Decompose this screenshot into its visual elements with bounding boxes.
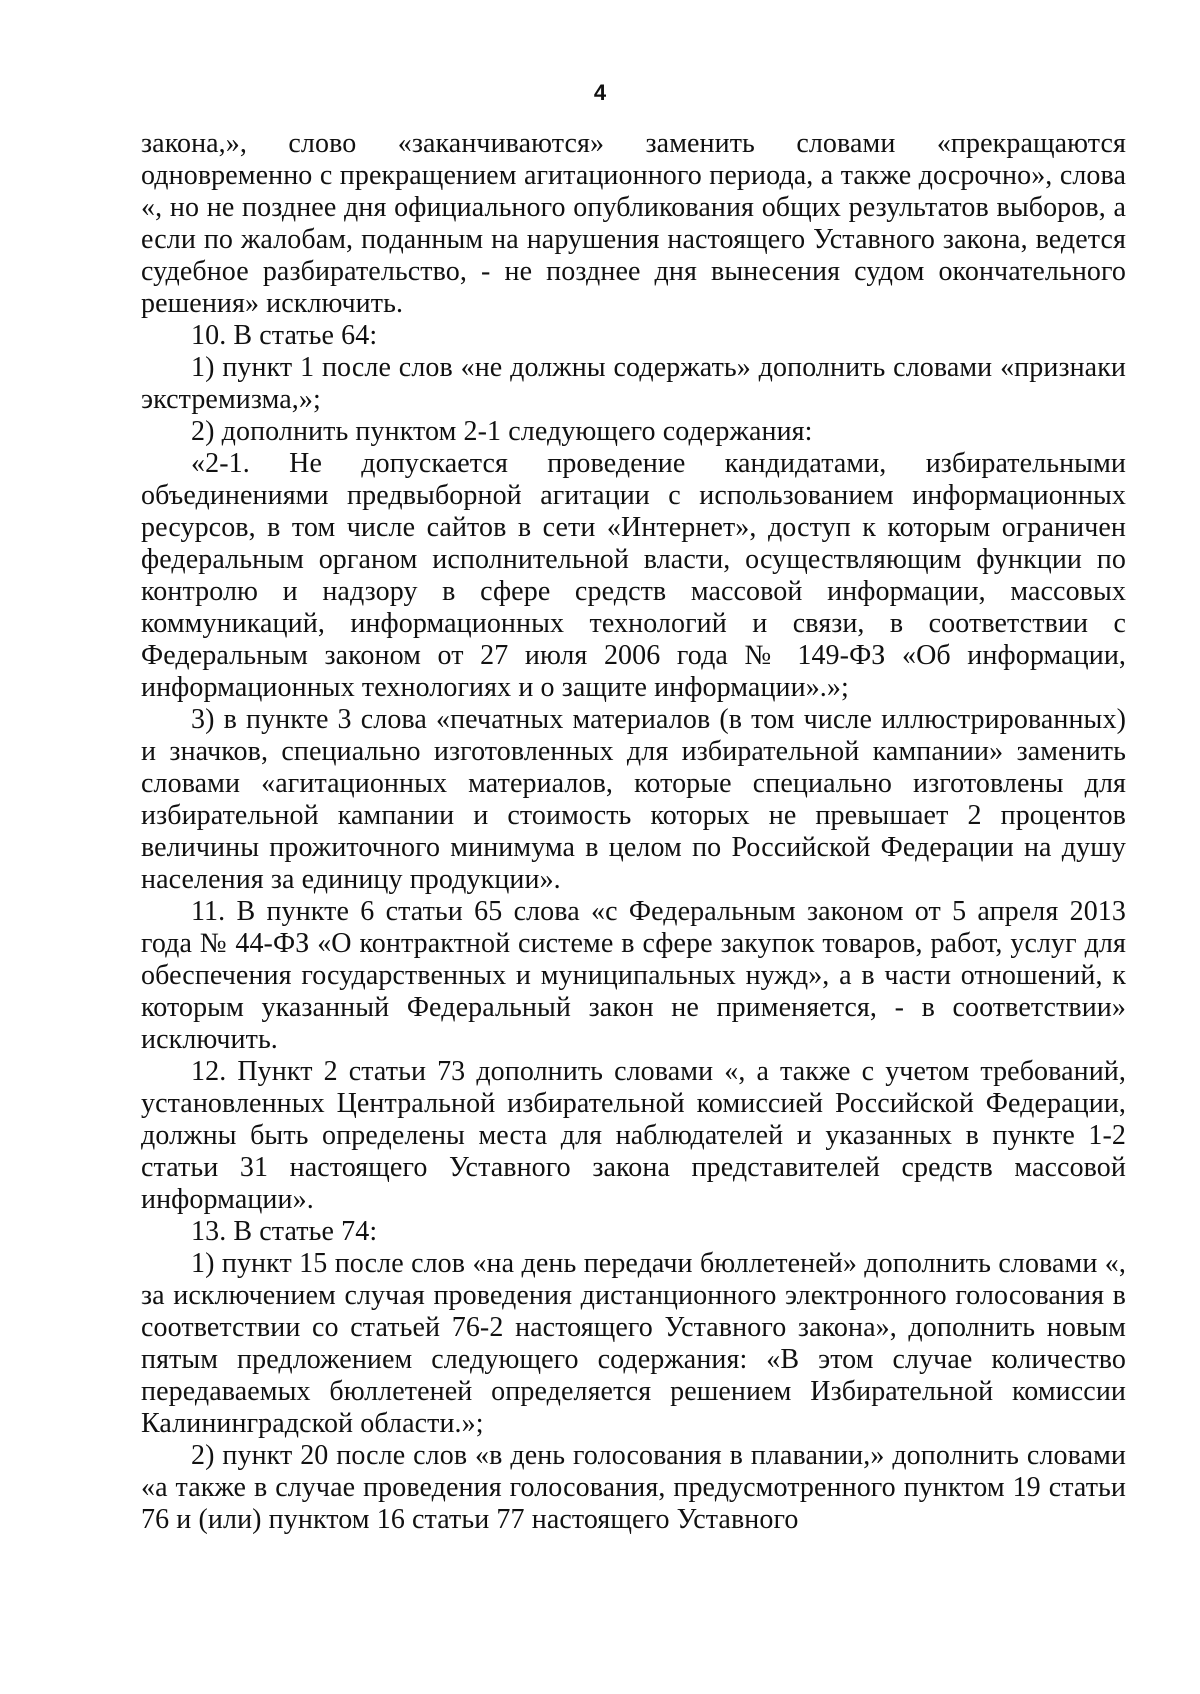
paragraph-item-12: 12. Пункт 2 статьи 73 дополнить словами «, а также с учетом требований, установленных Центральной избирательной комиссией Российской Федерации, должны быть определены места для наблюдателей и указанных в пункте 1-2 статьи 31 настоящего Уставного закона представителей средств массовой информации». — [141, 1056, 1126, 1215]
paragraph-item-13-1: 1) пункт 15 после слов «на день передачи бюллетеней» дополнить словами «, за исключением случая проведения дистанционного электронного голосования в соответствии со статьей 76-2 настоящего Уставного закона», дополнить новым пятым предложением следующего содержания: «В этом случае количество передаваемых бюллетеней определяется решением Избирательной комиссии Калининградской области.»; — [141, 1248, 1126, 1439]
paragraph-item-13-2: 2) пункт 20 после слов «в день голосования в плавании,» дополнить словами «а также в случае проведения голосования, предусмотренного пунктом 19 статьи 76 и (или) пунктом 16 статьи 77 настоящего Уставного — [141, 1440, 1126, 1535]
document-body — [141, 128, 1126, 1536]
paragraph-item-10: 10. В статье 64: — [191, 320, 378, 351]
paragraph-item-11: 11. В пункте 6 статьи 65 слова «с Федеральным законом от 5 апреля 2013 года № 44-ФЗ «О контрактной системе в сфере закупок товаров, работ, услуг для обеспечения государственных и муниципальных нужд», а в части отношений, к которым указанный Федеральный закон не применяется, - в соответствии» исключить. — [141, 896, 1126, 1055]
paragraph-item-10-1: 1) пункт 1 после слов «не должны содержать» дополнить словами «признаки экстремизма,»; — [141, 352, 1126, 415]
paragraph-item-10-3: 3) в пункте 3 слова «печатных материалов (в том числе иллюстрированных) и значков, специально изготовленных для избирательной кампании» заменить словами «агитационных материалов, которые специально изготовлены для избирательной кампании и стоимость которых не превышает 2 процентов величины прожиточного минимума в целом по Российской Федерации на душу населения за единицу продукции». — [141, 704, 1126, 895]
paragraph-item-10-2: 2) дополнить пунктом 2-1 следующего содержания: — [191, 416, 813, 447]
paragraph-item-2-1-text: «2-1. Не допускается проведение кандидатами, избирательными объединениями предвыборной агитации с использованием информационных ресурсов, в том числе сайтов в сети «Интернет», доступ к которым ограничен федеральным органом исполнительной власти, осуществляющим функции по контролю и надзору в сфере средств массовой информации, массовых коммуникаций, информационных технологий и связи, в соответствии с Федеральным законом от 27 июля 2006 года № 149-ФЗ «Об информации, информационных технологиях и о защите информации».»; — [141, 448, 1126, 703]
paragraph-item-13: 13. В статье 74: — [191, 1216, 378, 1247]
page-number: 4 — [593, 80, 607, 105]
paragraph-continuation: закона,», слово «заканчиваются» заменить словами «прекращаются одновременно с прекращением агитационного периода, а также досрочно», слова «, но не позднее дня официального опубликования общих результатов выборов, а если по жалобам, поданным на нарушения настоящего Уставного закона, ведется судебное разбирательство, - не позднее дня вынесения судом окончательного решения» исключить. — [141, 128, 1126, 319]
